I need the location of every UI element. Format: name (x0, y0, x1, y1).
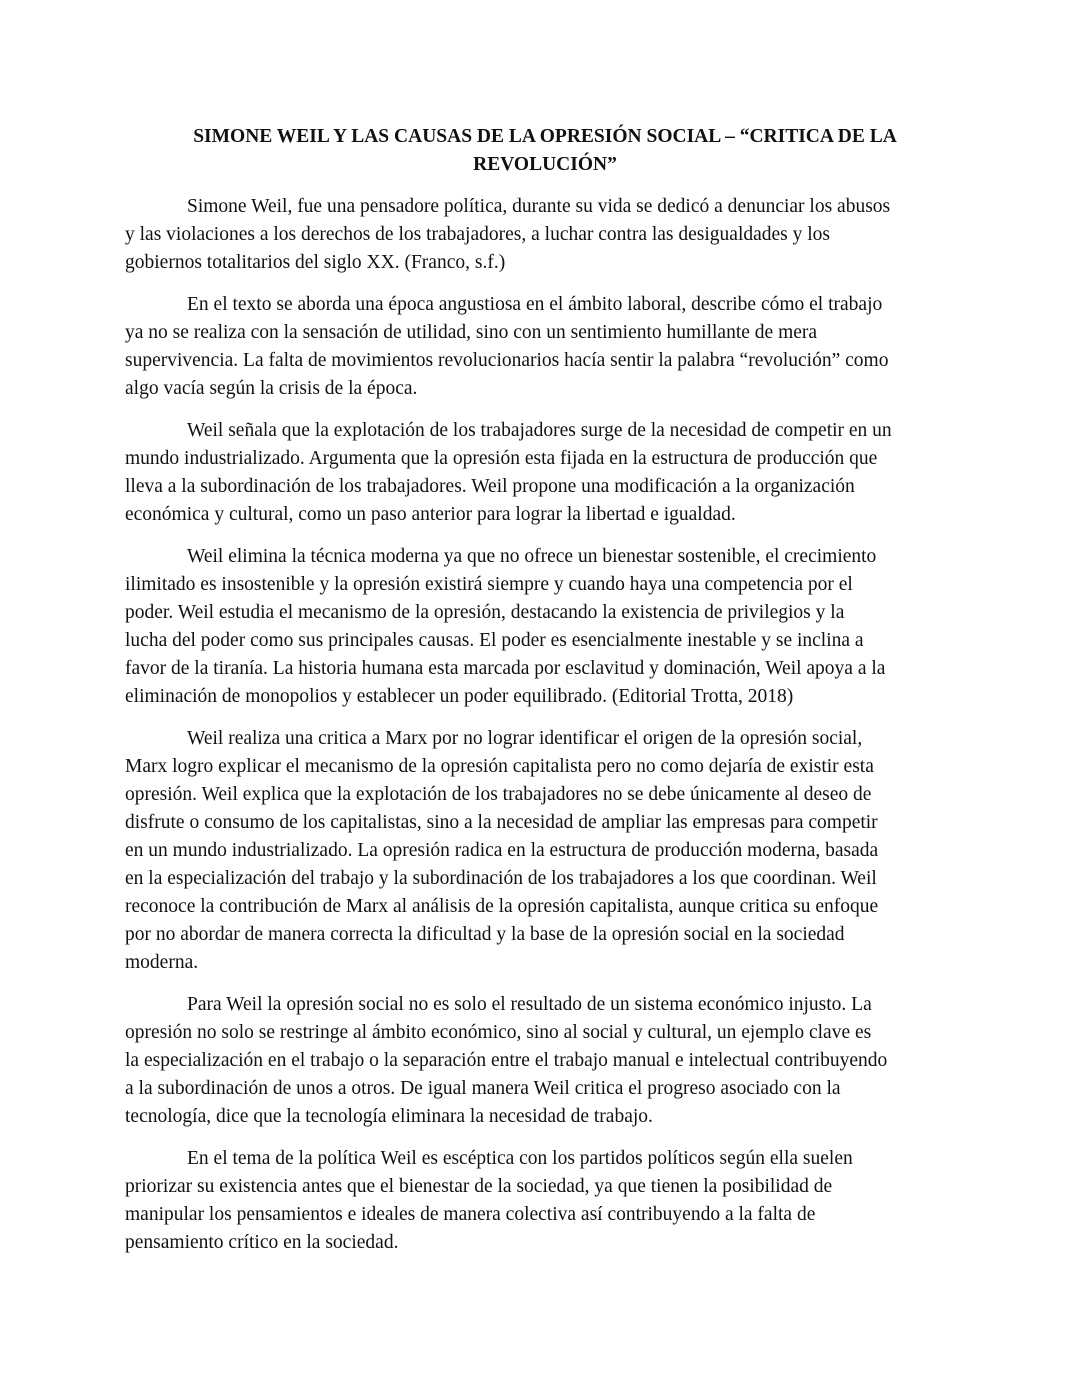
paragraph (125, 1145, 965, 1257)
paragraph-line: en la especialización del trabajo y la subordinación de los trabajadores a los que coordinan. Weil (125, 868, 877, 889)
paragraph-line: priorizar su existencia antes que el bienestar de la sociedad, ya que tienen la posibilidad de (125, 1176, 833, 1197)
document-page (125, 123, 965, 1257)
paragraph (125, 991, 965, 1131)
paragraph-line: pensamiento crítico en la sociedad. (125, 1232, 399, 1253)
paragraph-line: opresión. Weil explica que la explotación de los trabajadores no se debe únicamente al deseo de (125, 784, 872, 805)
paragraph-line: Weil elimina la técnica moderna ya que no ofrece un bienestar sostenible, el crecimiento (187, 546, 877, 567)
paragraph-line: favor de la tiranía. La historia humana esta marcada por esclavitud y dominación, Weil apoya a la (125, 658, 886, 679)
paragraph-line: Weil señala que la explotación de los trabajadores surge de la necesidad de competir en un (187, 420, 892, 441)
paragraph-line: poder. Weil estudia el mecanismo de la opresión, destacando la existencia de privilegios y la (125, 602, 845, 623)
paragraph-line: En el texto se aborda una época angustiosa en el ámbito laboral, describe cómo el trabajo (187, 294, 883, 315)
paragraph-line: Para Weil la opresión social no es solo el resultado de un sistema económico injusto. La (187, 994, 872, 1015)
document-title (125, 123, 965, 179)
paragraph-line: en un mundo industrializado. La opresión radica en la estructura de producción moderna, basada (125, 840, 879, 861)
paragraph (125, 725, 965, 977)
paragraph-line: opresión no solo se restringe al ámbito económico, sino al social y cultural, un ejemplo clave es (125, 1022, 872, 1043)
paragraph-line: moderna. (125, 952, 199, 973)
paragraph-line: gobiernos totalitarios del siglo XX. (Franco, s.f.) (125, 252, 506, 273)
paragraph (125, 543, 965, 711)
paragraph-line: disfrute o consumo de los capitalistas, sino a la necesidad de ampliar las empresas para competir (125, 812, 878, 833)
paragraph-line: mundo industrializado. Argumenta que la opresión esta fijada en la estructura de producción que (125, 448, 878, 469)
paragraph-line: Simone Weil, fue una pensadore política, durante su vida se dedicó a denunciar los abusos (187, 196, 891, 217)
paragraph (125, 417, 965, 529)
paragraph-line: Weil realiza una critica a Marx por no lograr identificar el origen de la opresión social, (187, 728, 863, 749)
paragraph-line: eliminación de monopolios y establecer un poder equilibrado. (Editorial Trotta, 2018) (125, 686, 794, 707)
paragraph-line: económica y cultural, como un paso anterior para lograr la libertad e igualdad. (125, 504, 736, 525)
paragraph-line: lleva a la subordinación de los trabajadores. Weil propone una modificación a la organización (125, 476, 855, 497)
paragraph-line: reconoce la contribución de Marx al análisis de la opresión capitalista, aunque critica su enfoque (125, 896, 879, 917)
paragraph-line: ilimitado es insostenible y la opresión existirá siempre y cuando haya una competencia por el (125, 574, 853, 595)
paragraph-line: a la subordinación de unos a otros. De igual manera Weil critica el progreso asociado con la (125, 1078, 841, 1099)
paragraph-line: algo vacía según la crisis de la época. (125, 378, 418, 399)
title-line: REVOLUCIÓN” (473, 154, 617, 175)
document-body (125, 193, 965, 1257)
paragraph-line: por no abordar de manera correcta la dificultad y la base de la opresión social en la sociedad (125, 924, 845, 945)
paragraph-line: Marx logro explicar el mecanismo de la opresión capitalista pero no como dejaría de existir esta (125, 756, 874, 777)
paragraph-line: lucha del poder como sus principales causas. El poder es esencialmente inestable y se inclina a (125, 630, 864, 651)
paragraph-line: manipular los pensamientos e ideales de manera colectiva así contribuyendo a la falta de (125, 1204, 816, 1225)
paragraph (125, 291, 965, 403)
title-line: SIMONE WEIL Y LAS CAUSAS DE LA OPRESIÓN SOCIAL – “CRITICA DE LA (193, 126, 897, 147)
paragraph (125, 193, 965, 277)
paragraph-line: tecnología, dice que la tecnología eliminara la necesidad de trabajo. (125, 1106, 653, 1127)
paragraph-line: ya no se realiza con la sensación de utilidad, sino con un sentimiento humillante de mera (125, 322, 818, 343)
paragraph-line: y las violaciones a los derechos de los trabajadores, a luchar contra las desigualdades y los (125, 224, 831, 245)
paragraph-line: supervivencia. La falta de movimientos revolucionarios hacía sentir la palabra “revolución” como (125, 350, 889, 371)
paragraph-line: la especialización en el trabajo o la separación entre el trabajo manual e intelectual contribuyendo (125, 1050, 888, 1071)
paragraph-line: En el tema de la política Weil es escéptica con los partidos políticos según ella suelen (187, 1148, 853, 1169)
